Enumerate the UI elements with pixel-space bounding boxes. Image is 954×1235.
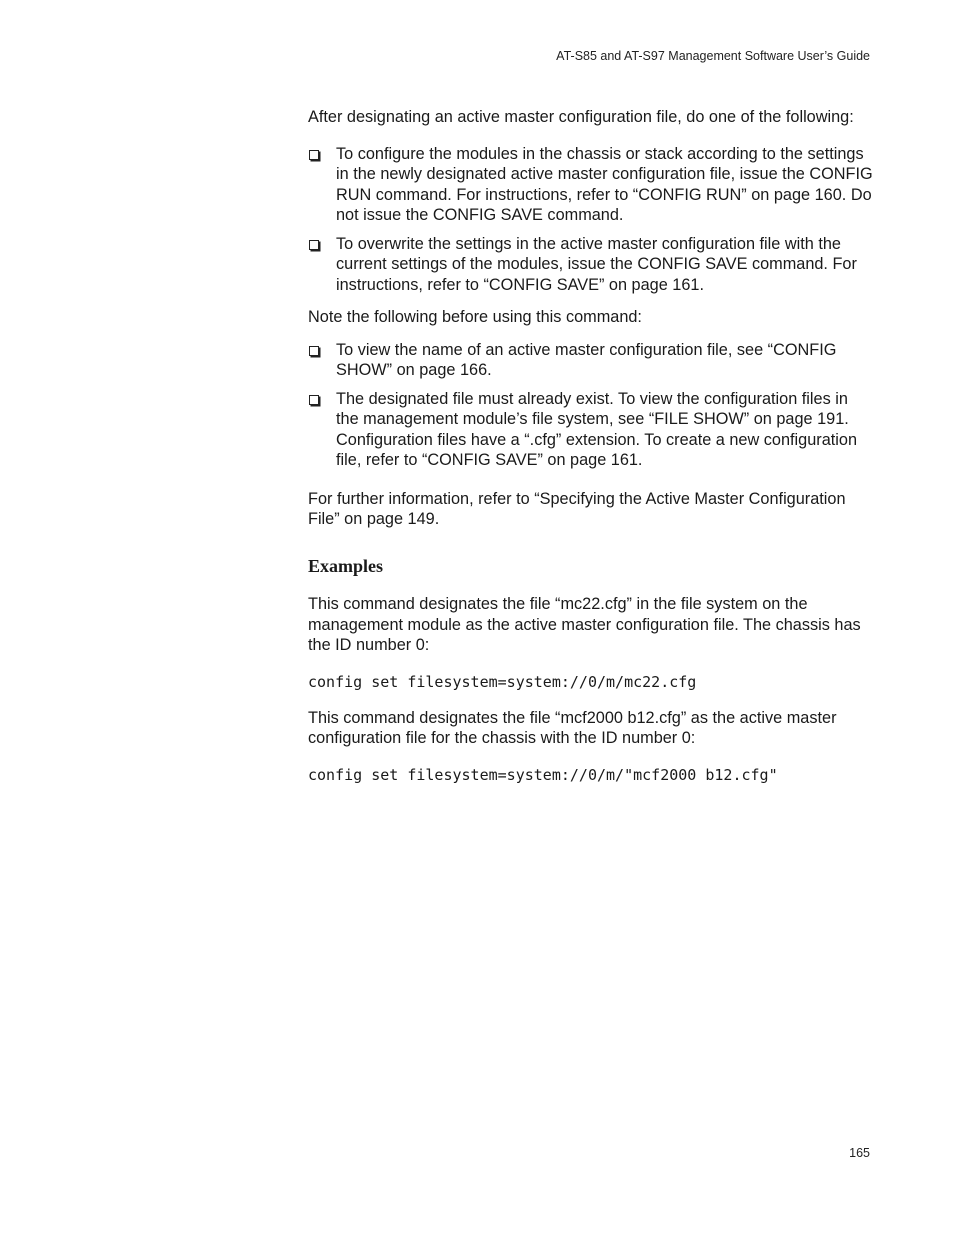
example2-paragraph: This command designates the file “mcf2000 b12.cfg” as the active master configuration file for the chassis with the ID number 0: — [308, 708, 837, 747]
intro-paragraph: After designating an active master configuration file, do one of the following: — [308, 108, 854, 126]
page-number: 165 — [849, 1146, 870, 1160]
list-item-text: To configure the modules in the chassis or stack according to the settings in the newly designated active master configuration file, issue the CONFIG RUN command. For instructions, refer to “CONFIG RUN” on page 160. Do not issue the CONFIG SAVE command. — [336, 144, 873, 224]
checkbox-bullet-icon — [309, 240, 319, 250]
options-list — [308, 144, 874, 296]
further-info-paragraph: For further information, refer to “Specifying the Active Master Configuration File” on page 149. — [308, 489, 846, 528]
checkbox-bullet-icon — [309, 150, 319, 160]
list-item-text: To view the name of an active master configuration file, see “CONFIG SHOW” on page 166. — [336, 340, 837, 379]
list-item — [308, 144, 874, 226]
example1-code: config set filesystem=system://0/m/mc22.cfg — [308, 672, 697, 691]
list-item-text: To overwrite the settings in the active master configuration file with the current settings of the modules, issue the CONFIG SAVE command. For instructions, refer to “CONFIG SAVE” on page 161. — [336, 234, 857, 294]
list-item — [308, 340, 874, 381]
notes-intro-paragraph: Note the following before using this command: — [308, 308, 642, 326]
example1-paragraph: This command designates the file “mc22.cfg” in the file system on the management module as the active master configuration file. The chassis has the ID number 0: — [308, 595, 861, 654]
checkbox-bullet-icon — [309, 346, 319, 356]
page-content — [308, 107, 874, 801]
example2-code: config set filesystem=system://0/m/"mcf2000 b12.cfg" — [308, 765, 778, 784]
examples-heading: Examples — [308, 555, 384, 576]
list-item — [308, 389, 874, 471]
list-item — [308, 234, 874, 296]
checkbox-bullet-icon — [309, 395, 319, 405]
running-header: AT-S85 and AT-S97 Management Software User’s Guide — [556, 49, 870, 63]
list-item-text: The designated file must already exist. To view the configuration files in the management module’s file system, see “FILE SHOW” on page 191. Configuration files have a “.cfg” extension. To create a new configuration file, refer to “CONFIG SAVE” on page 161. — [336, 389, 857, 469]
notes-list — [308, 340, 874, 471]
